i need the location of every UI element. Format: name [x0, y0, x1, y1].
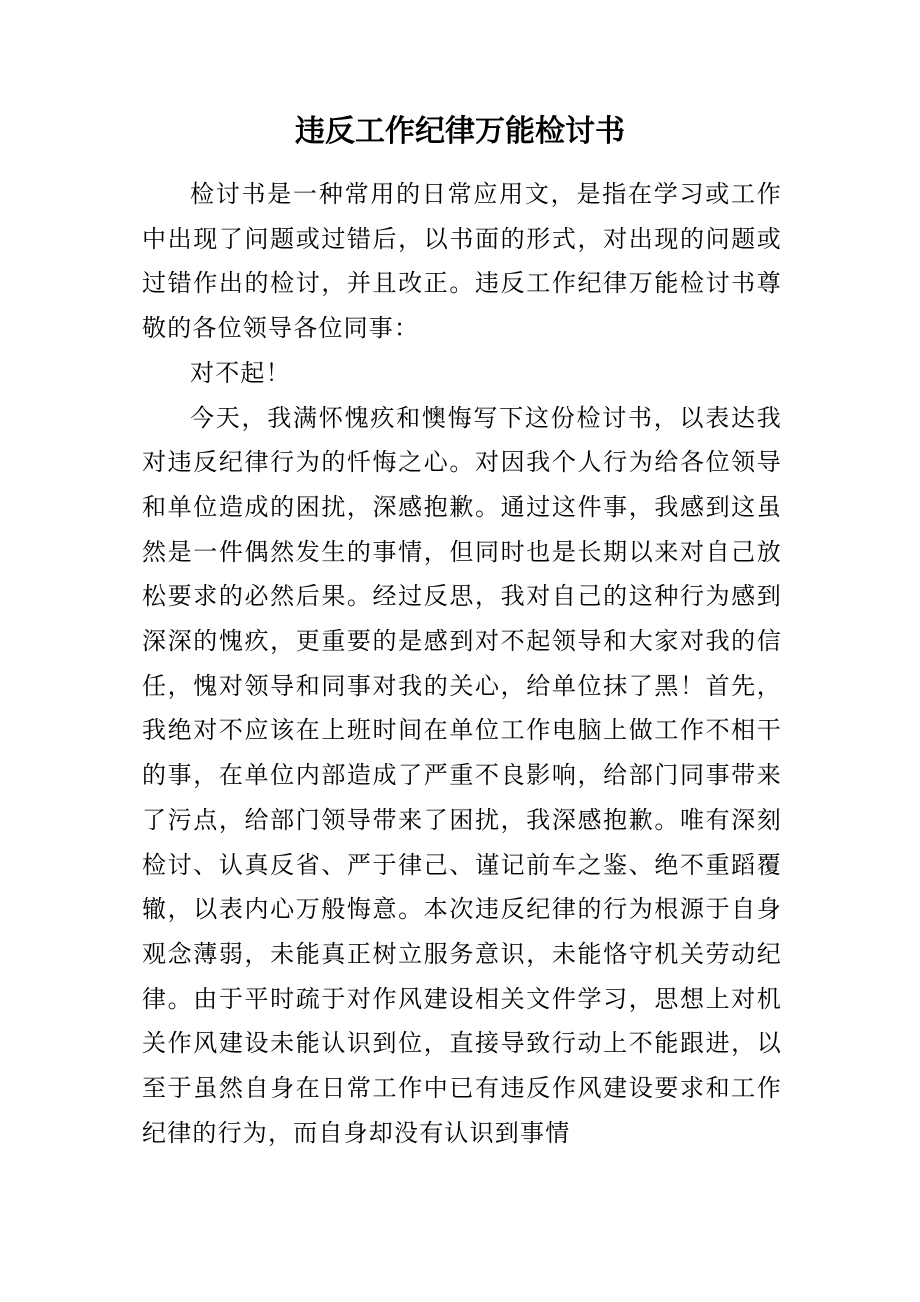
document-title: 违反工作纪律万能检讨书 — [295, 114, 625, 149]
document-body — [142, 172, 782, 1155]
paragraph-main: 今天，我满怀愧疚和懊悔写下这份检讨书，以表达我对违反纪律行为的忏悔之心。对因我个人行为给各位领导和单位造成的困扰，深感抱歉。通过这件事，我感到这虽然是一件偶然发生的事情，但同时也是长期以来对自己放松要求的必然后果。经过反思，我对自己的这种行为感到深深的愧疚，更重要的是感到对不起领导和大家对我的信任，愧对领导和同事对我的关心，给单位抹了黑！首先，我绝对不应该在上班时间在单位工作电脑上做工作不相干的事，在单位内部造成了严重不良影响，给部门同事带来了污点，给部门领导带来了困扰，我深感抱歉。唯有深刻检讨、认真反省、严于律己、谨记前车之鉴、绝不重蹈覆辙，以表内心万般悔意。本次违反纪律的行为根源于自身观念薄弱，未能真正树立服务意识，未能恪守机关劳动纪律。由于平时疏于对作风建设相关文件学习，思想上对机关作风建设未能认识到位，直接导致行动上不能跟进，以至于虽然自身在日常工作中已有违反作风建设要求和工作纪律的行为，而自身却没有认识到事情 — [142, 403, 782, 1147]
paragraph-apology: 对不起！ — [190, 358, 291, 387]
paragraph-intro: 检讨书是一种常用的日常应用文，是指在学习或工作中出现了问题或过错后，以书面的形式，对出现的问题或过错作出的检讨，并且改正。违反工作纪律万能检讨书尊敬的各位领导各位同事： — [142, 180, 782, 343]
